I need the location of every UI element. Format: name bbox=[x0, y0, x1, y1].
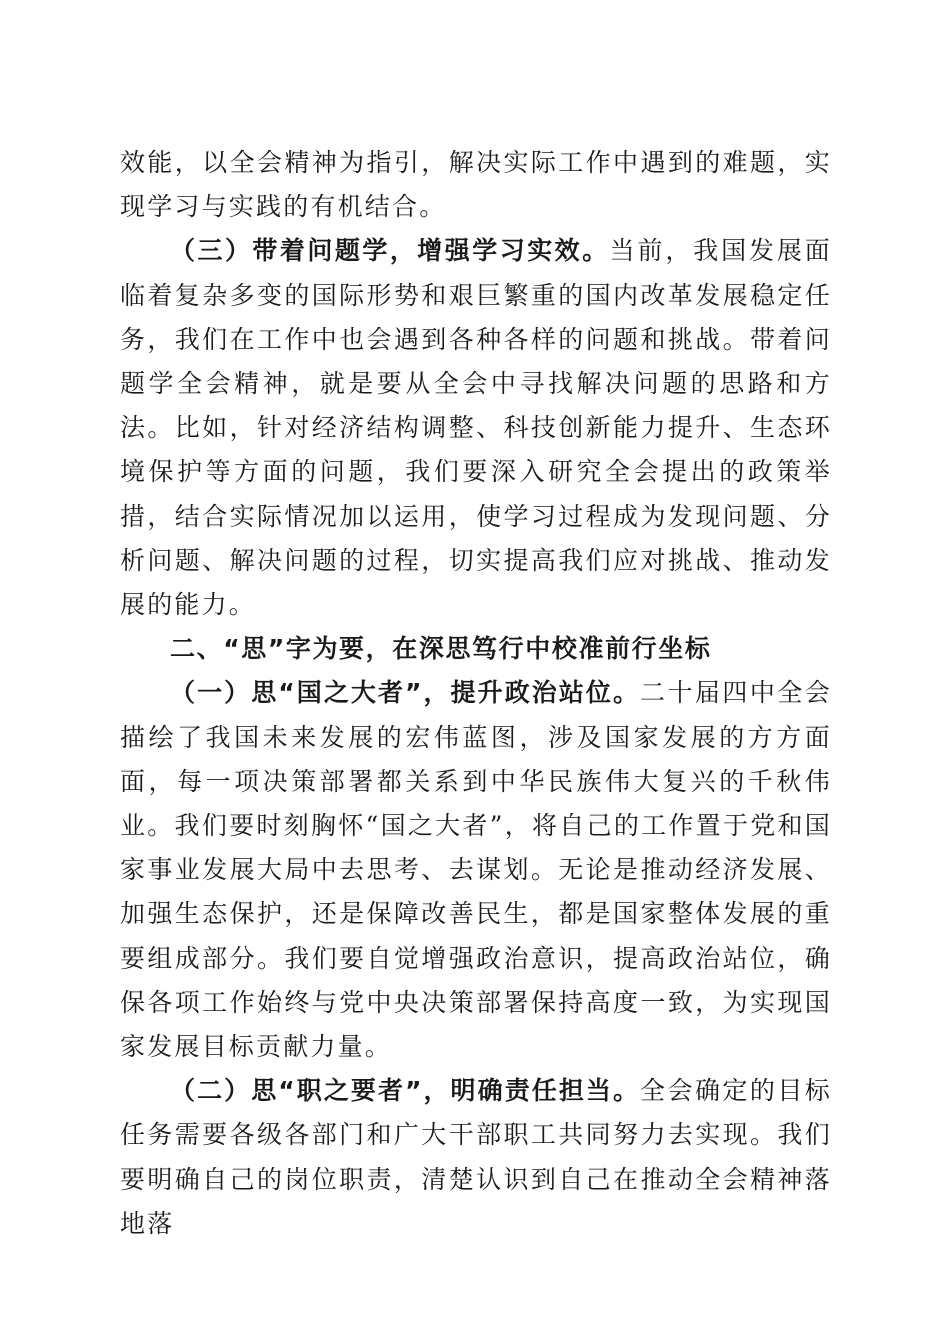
paragraph-continuation bbox=[120, 141, 832, 229]
paragraph-lead: （一）思“国之大者”，提升政治站位。 bbox=[170, 678, 641, 708]
document-body bbox=[120, 141, 832, 1246]
paragraph-lead: （三）带着问题学，增强学习实效。 bbox=[170, 236, 610, 266]
paragraph-text: 当前，我国发展面临着复杂多变的国际形势和艰巨繁重的国内改革发展稳定任务，我们在工作中也会遇到各种各样的问题和挑战。带着问题学全会精神，就是要从全会中寻找解决问题的思路和方法。比如，针对经济结构调整、科技创新能力提升、生态环境保护等方面的问题，我们要深入研究全会提出的政策举措，结合实际情况加以运用，使学习过程成为发现问题、分析问题、解决问题的过程，切实提高我们应对挑战、推动发展的能力。 bbox=[120, 236, 832, 620]
paragraph-text: 全会确定的目标任务需要各级各部门和广大干部职工共同努力去实现。我们要明确自己的岗位职责，清楚认识到自己在推动全会精神落地落 bbox=[120, 1076, 832, 1238]
paragraph-lead: （二）思“职之要者”，明确责任担当。 bbox=[170, 1076, 641, 1106]
paragraph-study-with-problems bbox=[120, 229, 832, 627]
section-heading-two: 二、“思”字为要，在深思笃行中校准前行坐标 bbox=[170, 634, 712, 664]
paragraph-guo-zhi-da-zhe bbox=[120, 671, 832, 1069]
paragraph-text: 效能，以全会精神为指引，解决实际工作中遇到的难题，实现学习与实践的有机结合。 bbox=[120, 148, 832, 222]
paragraph-zhi-zhi-yao-zhe bbox=[120, 1069, 832, 1246]
paragraph-text: 二十届四中全会描绘了我国未来发展的宏伟蓝图，涉及国家发展的方方面面，每一项决策部署都关系到中华民族伟大复兴的千秋伟业。我们要时刻胸怀“国之大者”，将自己的工作置于党和国家事业发展大局中去思考、去谋划。无论是推动经济发展、加强生态保护，还是保障改善民生，都是国家整体发展的重要组成部分。我们要自觉增强政治意识，提高政治站位，确保各项工作始终与党中央决策部署保持高度一致，为实现国家发展目标贡献力量。 bbox=[120, 678, 832, 1062]
